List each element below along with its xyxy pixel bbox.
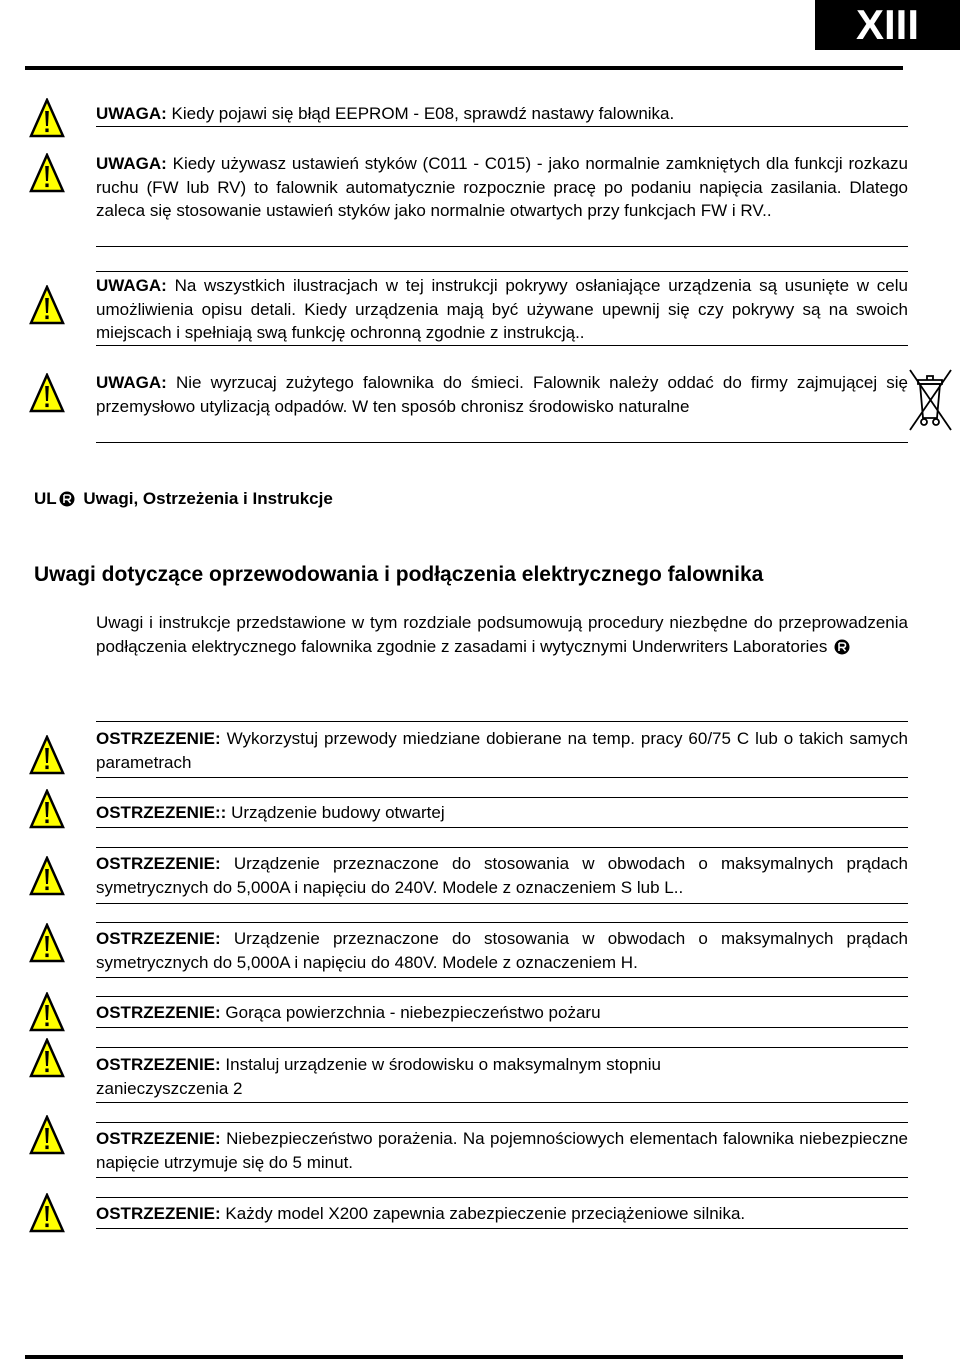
warning-label: OSTRZEZENIE::	[96, 803, 227, 822]
header-rule	[25, 66, 903, 70]
crossed-out-wheelie-bin-icon	[908, 366, 953, 434]
divider	[96, 827, 908, 828]
caution-contacts	[96, 152, 908, 223]
warning-hot-surface	[96, 1001, 908, 1025]
ul-prefix: UL	[34, 489, 57, 508]
warning-480v	[96, 927, 908, 974]
divider	[96, 345, 908, 346]
caution-text: Na wszystkich ilustracjach w tej instrukcji pokrywy osłaniające urządzenia są usunięte w celu umożliwienia opisu detali. Kiedy urządzenia mają być używane upewnij się czy pokrywy są na swoich miejscach i spełniają swą funkcję ochronną zgodnie z instrukcją..	[96, 276, 908, 342]
caution-text: Kiedy pojawi się błąd EEPROM - E08, sprawdź nastawy falownika.	[166, 104, 675, 123]
warning-label: OSTRZEZENIE:	[96, 729, 221, 748]
divider	[96, 1228, 908, 1229]
ul-suffix: Uwagi, Ostrzeżenia i Instrukcje	[78, 489, 333, 508]
warning-icon	[29, 153, 65, 193]
warning-label: OSTRZEZENIE:	[96, 854, 221, 873]
intro-text: Uwagi i instrukcje przedstawione w tym rozdziale podsumowują procedury niezbędne do przeprowadzenia podłączenia elektrycznego falownika zgodnie z zasadami i wytycznymi Underwriters Laboratories	[96, 613, 908, 656]
divider	[96, 1102, 908, 1103]
divider	[96, 271, 908, 272]
caution-label: UWAGA:	[96, 154, 167, 173]
warning-overload	[96, 1202, 908, 1226]
warning-text: Instaluj urządzenie w środowisku o maksymalnym stopniu zanieczyszczenia 2	[96, 1055, 661, 1098]
divider	[96, 442, 908, 443]
warning-icon	[29, 735, 65, 775]
caution-text: Kiedy używasz ustawień styków (C011 - C015) - jako normalnie zamkniętych dla funkcji rozkazu ruchu (FW lub RV) to falownik automatycznie rozpocznie pracę po podaniu napięcia zasilania. Dlatego zaleca się stosowanie ustawień styków jako normalnie otwartych przy funkcjach FW i RV..	[96, 154, 908, 220]
caution-eeprom	[96, 102, 908, 126]
warning-label: OSTRZEZENIE:	[96, 1129, 221, 1148]
divider	[96, 126, 908, 127]
caution-label: UWAGA:	[96, 373, 167, 392]
ul-heading	[34, 489, 333, 512]
warning-icon	[29, 923, 65, 963]
divider	[96, 1177, 908, 1178]
divider	[96, 721, 908, 722]
divider	[96, 1027, 908, 1028]
caution-label: UWAGA:	[96, 104, 167, 123]
warning-icon	[29, 1038, 65, 1078]
warning-240v	[96, 852, 908, 899]
divider	[96, 903, 908, 904]
caution-label: UWAGA:	[96, 276, 167, 295]
footer-rule	[25, 1355, 903, 1359]
divider	[96, 1197, 908, 1198]
warning-copper-wires	[96, 727, 908, 774]
warning-shock	[96, 1127, 908, 1174]
warning-icon	[29, 992, 65, 1032]
page-number-badge: XIII	[815, 0, 960, 50]
caution-text: Nie wyrzucaj zużytego falownika do śmieci. Falownik należy oddać do firmy zajmującej się przemysłowo utylizacją odpadów. W ten sposób chronisz środowisko naturalne	[96, 373, 908, 416]
warning-text: Każdy model X200 zapewnia zabezpieczenie przeciążeniowe silnika.	[220, 1204, 746, 1223]
warning-icon	[29, 373, 65, 413]
warning-text: Urządzenie budowy otwartej	[226, 803, 445, 822]
registered-mark-icon	[834, 638, 850, 662]
warning-label: OSTRZEZENIE:	[96, 1204, 221, 1223]
divider	[96, 977, 908, 978]
warning-text: Urządzenie przeznaczone do stosowania w obwodach o maksymalnych prądach symetrycznych do 5,000A i napięciu do 240V. Modele z oznaczeniem S lub L..	[96, 854, 908, 897]
warning-text: Wykorzystuj przewody miedziane dobierane na temp. pracy 60/75 C lub o takich samych parametrach	[96, 729, 908, 772]
divider	[96, 847, 908, 848]
warning-label: OSTRZEZENIE:	[96, 1003, 221, 1022]
intro-paragraph	[96, 611, 908, 661]
divider	[96, 922, 908, 923]
warning-icon	[29, 285, 65, 325]
warning-icon	[29, 1193, 65, 1233]
warning-label: OSTRZEZENIE:	[96, 1055, 221, 1074]
divider	[96, 797, 908, 798]
warning-open-type	[96, 801, 908, 825]
divider	[96, 1122, 908, 1123]
registered-mark-icon	[59, 491, 75, 512]
divider	[96, 246, 908, 247]
divider	[96, 996, 908, 997]
warning-icon	[29, 856, 65, 896]
warning-icon	[29, 789, 65, 829]
warning-pollution-degree	[96, 1053, 776, 1100]
caution-disposal	[96, 371, 908, 418]
warning-text: Gorąca powierzchnia - niebezpieczeństwo pożaru	[220, 1003, 601, 1022]
warning-text: Niebezpieczeństwo porażenia. Na pojemnościowych elementach falownika niebezpieczne napięcie utrzymuje się do 5 minut.	[96, 1129, 908, 1172]
warning-icon	[29, 1115, 65, 1155]
divider	[96, 1047, 908, 1048]
caution-covers	[96, 274, 908, 345]
section-title: Uwagi dotyczące oprzewodowania i podłączenia elektrycznego falownika	[34, 563, 764, 586]
warning-icon	[29, 98, 65, 138]
warning-label: OSTRZEZENIE:	[96, 929, 221, 948]
warning-text: Urządzenie przeznaczone do stosowania w obwodach o maksymalnych prądach symetrycznych do 5,000A i napięciu do 480V. Modele z oznaczeniem H.	[96, 929, 908, 972]
divider	[96, 777, 908, 778]
